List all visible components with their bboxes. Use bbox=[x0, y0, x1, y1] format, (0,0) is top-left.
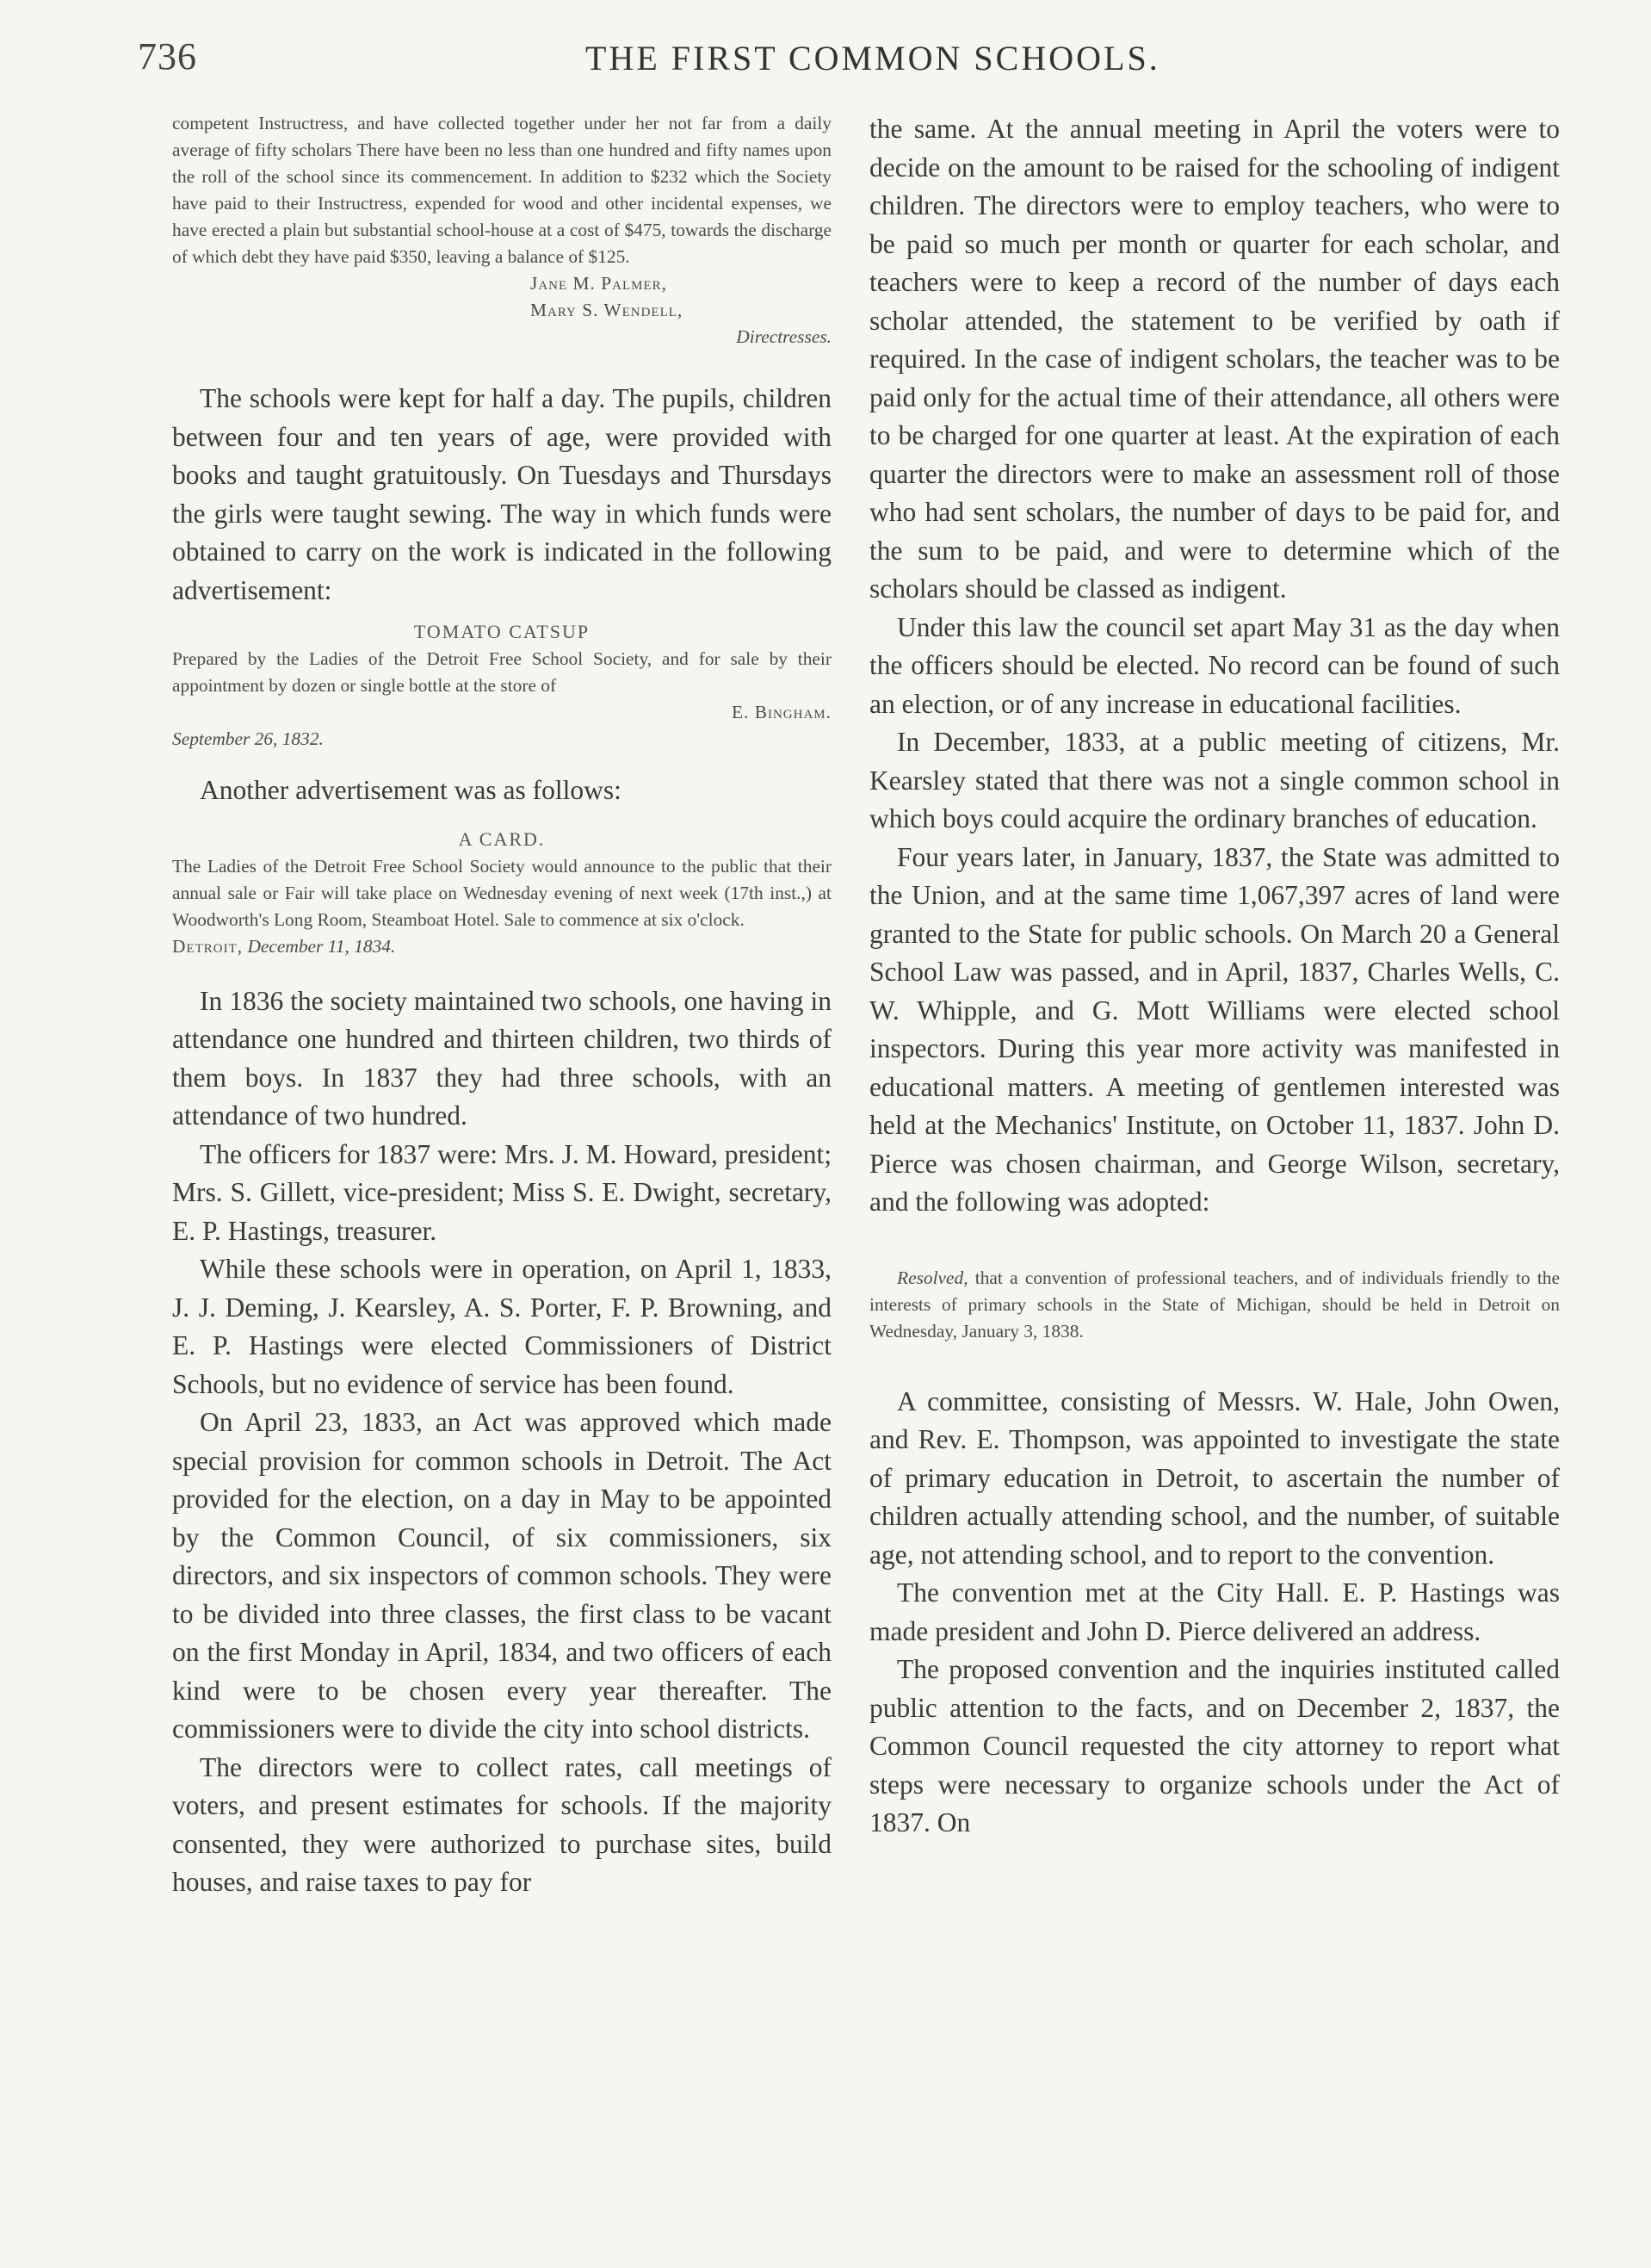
advertisement-catsup bbox=[172, 618, 832, 753]
paragraph-annual-meeting: the same. At the annual meeting in April the voters were to decide on the amount to be raised for the schooling of indigent children. The directors were to employ teachers, who were to be paid so much per month or quarter for each scholar, and teachers were to keep a record of the number of days each scholar attended, the statement to be verified by oath if required. In the case of indigent scholars, the teacher was to be paid only for the actual time of their attendance, all others were to be charged for one quarter at least. At the expiration of each quarter the directors were to make an assessment roll of those who had sent scholars, the number of days to be paid for, and the sum to be paid, and were to determine which of the scholars should be classed as indigent. bbox=[869, 114, 1560, 604]
page-number: 736 bbox=[138, 35, 197, 77]
ad-card-heading: A CARD. bbox=[458, 827, 546, 850]
ad-catsup-body: Prepared by the Ladies of the Detroit Free School Society, and for sale by their appointment by dozen or single bottle at the store of bbox=[172, 648, 832, 696]
advertisement-card bbox=[172, 826, 832, 960]
paragraph-proposed-convention: The proposed convention and the inquiries instituted called public attention to the facts, and on December 2, 1837, the Common Council requested the city attorney to report what steps were necessary to organize schools under the Act of 1837. On bbox=[869, 1654, 1560, 1837]
resolution-word: Resolved, bbox=[897, 1267, 968, 1288]
paragraph-officers-1837: The officers for 1837 were: Mrs. J. M. Howard, president; Mrs. S. Gillett, vice-president; Miss S. E. Dwight, secretary, E. P. Hastings, treasurer. bbox=[172, 1138, 832, 1246]
ad-card-dateline bbox=[172, 933, 832, 960]
ad-catsup-heading: TOMATO CATSUP bbox=[413, 621, 591, 642]
paragraph-convention-met: The convention met at the City Hall. E. P. Hastings was made president and John D. Pierce delivered an address. bbox=[869, 1577, 1560, 1646]
paragraph-statehood-1837: Four years later, in January, 1837, the State was admitted to the Union, and at the same time 1,067,397 acres of land were granted to the State for public schools. On March 20 a General School Law was passed, and in April, 1837, Charles Wells, C. W. Whipple, and G. Mott Williams were elected school inspectors. During this year more activity was manifested in educational matters. A meeting of gentlemen interested was held at the Mechanics' Institute, on October 11, 1837. John D. Pierce was chosen chairman, and George Wilson, secretary, and the following was adopted: bbox=[869, 841, 1560, 1217]
paragraph-council-may-31: Under this law the council set apart May 31 as the day when the officers should be elected. No record can be found of such an election, or of any increase in educational facilities. bbox=[869, 611, 1560, 719]
signature-title: Directresses. bbox=[736, 326, 832, 347]
ad-catsup-date: September 26, 1832. bbox=[172, 728, 324, 749]
ad-card-place: Detroit, bbox=[172, 935, 244, 957]
ad-card-date: December 11, 1834. bbox=[247, 935, 396, 957]
resolution bbox=[869, 1265, 1560, 1345]
paragraph-directors: The directors were to collect rates, call meetings of voters, and present estimates for schools. If the majority consented, they were authorized to purchase sites, build houses, and raise taxes to pay for bbox=[172, 1751, 832, 1897]
signature-palmer: Jane M. Palmer, bbox=[530, 273, 667, 294]
signature-wendell: Mary S. Wendell, bbox=[530, 300, 683, 320]
report-excerpt: competent Instructress, and have collected together under her not far from a daily average of fifty scholars There have been no less than one hundred and fifty names upon the roll of the school since its commencement. In addition to $232 which the Society have paid to their Instructress, expended for wood and other incidental expenses, we have erected a plain but substantial school-house at a cost of $475, towards the discharge of which debt they have paid $350, leaving a balance of $125. bbox=[172, 113, 832, 267]
paragraph-1836-schools: In 1836 the society maintained two schools, one having in attendance one hundred and thirteen children, two thirds of them boys. In 1837 they had three schools, with an attendance of two hundred. bbox=[172, 985, 832, 1131]
left-column bbox=[172, 110, 832, 1902]
ad-card-body: The Ladies of the Detroit Free School Society would announce to the public that their annual sale or Fair will take place on Wednesday evening of next week (17th inst.,) at Woodworth's Long Room, Steamboat Hotel. Sale to commence at six o'clock. bbox=[172, 855, 832, 930]
ad-catsup-signer: E. Bingham. bbox=[731, 702, 832, 722]
paragraph-another-ad: Another advertisement was as follows: bbox=[200, 775, 621, 805]
paragraph-commissioners: While these schools were in operation, on April 1, 1833, J. J. Deming, J. Kearsley, A. S. Porter, F. P. Browning, and E. P. Hastings were elected Commissioners of District Schools, but no evidence of service has been found. bbox=[172, 1254, 832, 1399]
paragraph-half-day-schools: The schools were kept for half a day. The pupils, children between four and ten years of age, were provided with books and taught gratuitously. On Tuesdays and Thursdays the girls were taught sewing. The way in which funds were obtained to carry on the work is indicated in the following advertisement: bbox=[172, 383, 832, 605]
resolution-text: that a convention of professional teachers, and of individuals friendly to the interests of primary schools in the State of Michigan, should be held in Detroit on Wednesday, January 3, 1838. bbox=[869, 1267, 1560, 1342]
paragraph-committee: A committee, consisting of Messrs. W. Hale, John Owen, and Rev. E. Thompson, was appointed to investigate the state of primary education in Detroit, to ascertain the number of children actually attending school, and the number, of suitable age, not attending school, and to report to the convention. bbox=[869, 1385, 1560, 1570]
report-signatures bbox=[172, 270, 832, 350]
right-column bbox=[869, 110, 1560, 1843]
running-title: THE FIRST COMMON SCHOOLS. bbox=[585, 39, 1160, 77]
paragraph-act-1833: On April 23, 1833, an Act was approved which made special provision for common schools in Detroit. The Act provided for the election, on a day in May to be appointed by the Common Council, of six commissioners, six directors, and six inspectors of common schools. They were to be divided into three classes, the first class to be vacant on the first Monday in April, 1834, and two officers of each kind were to be chosen every year thereafter. The commissioners were to divide the city into school districts. bbox=[172, 1407, 832, 1744]
paragraph-december-1833: In December, 1833, at a public meeting of citizens, Mr. Kearsley stated that there was not a single common school in which boys could acquire the ordinary branches of education. bbox=[869, 727, 1560, 833]
